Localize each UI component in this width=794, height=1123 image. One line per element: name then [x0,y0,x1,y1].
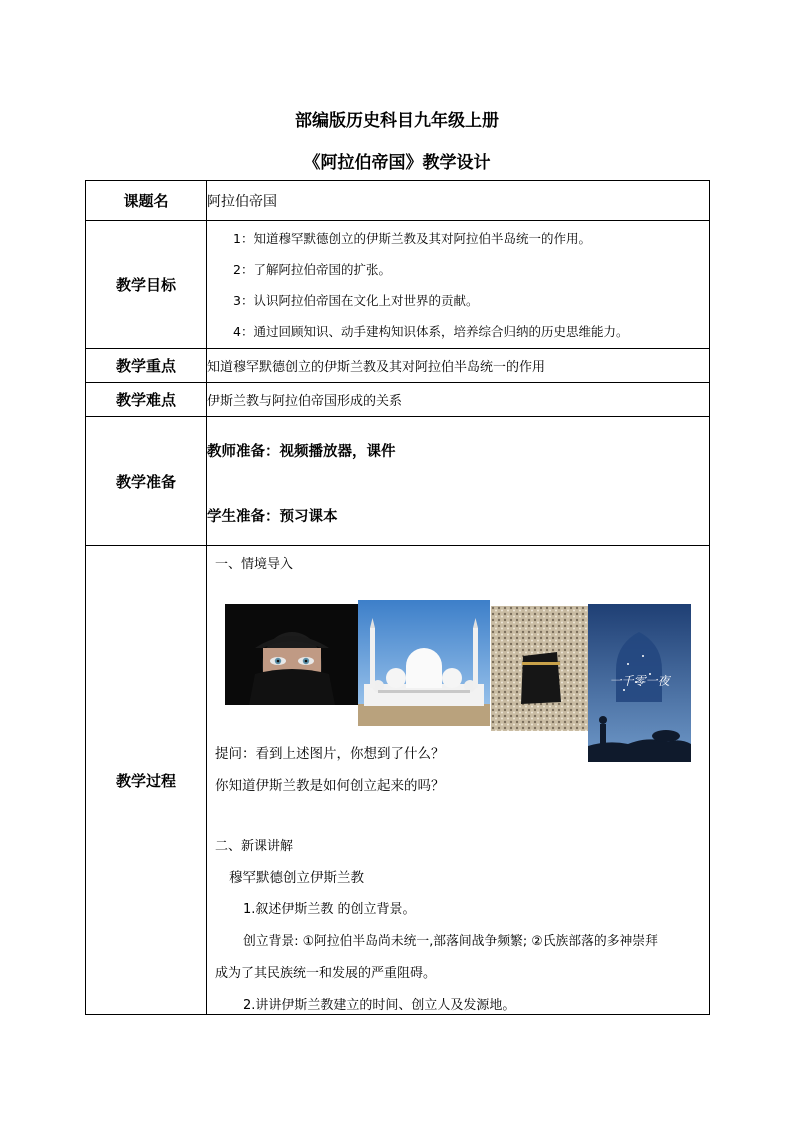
book-cover-title: 一千零一夜 [609,674,670,688]
background-line-2: 成为了其民族统一和发展的严重阻碍。 [215,966,437,981]
label-preparation: 教学准备 [86,417,207,546]
value-key-point: 知道穆罕默德创立的伊斯兰教及其对阿拉伯半岛统一的作用 [207,349,710,383]
value-process [207,546,710,1015]
background-line-1: 创立背景: ①阿拉伯半岛尚未统一,部落间战争频繁; ②氏族部落的多神崇拜 [243,934,658,949]
objective-item: 4：通过回顾知识、动手建构知识体系，培养综合归纳的历史思维能力。 [233,323,629,339]
value-topic: 阿拉伯帝国 [207,181,710,221]
lesson-plan-table [85,180,710,1015]
kaaba-image [491,606,588,731]
lesson-point-2: 2.讲讲伊斯兰教建立的时间、创立人及发源地。 [243,998,516,1013]
row-preparation [86,417,710,546]
value-difficulty: 伊斯兰教与阿拉伯帝国形成的关系 [207,383,710,417]
label-objectives: 教学目标 [86,221,207,349]
mosque-image [358,600,490,726]
document-subtitle: 《阿拉伯帝国》教学设计 [303,153,491,173]
lesson-point-1: 1.叙述伊斯兰教 的创立背景。 [243,902,416,917]
label-topic: 课题名 [86,181,207,221]
student-preparation: 学生准备：预习课本 [207,509,338,525]
book-cover-image [588,604,691,762]
section-new-lesson-heading: 二、新课讲解 [215,839,294,854]
section-intro-heading: 一、情境导入 [215,557,294,572]
label-difficulty: 教学难点 [86,383,207,417]
document-title: 部编版历史科目九年级上册 [295,111,499,131]
value-preparation [207,417,710,546]
intro-question-2: 你知道伊斯兰教是如何创立起来的吗？ [215,778,445,794]
objective-item: 2：了解阿拉伯帝国的扩张。 [233,261,391,277]
objective-item: 1：知道穆罕默德创立的伊斯兰教及其对阿拉伯半岛统一的作用。 [233,230,591,246]
intro-question-1: 提问：看到上述图片，你想到了什么？ [215,746,445,762]
label-key-point: 教学重点 [86,349,207,383]
teacher-preparation: 教师准备：视频播放器，课件 [207,444,396,460]
row-topic [86,181,710,221]
veiled-woman-image [225,604,359,705]
objective-item: 3：认识阿拉伯帝国在文化上对世界的贡献。 [233,292,479,308]
lesson-subtitle: 穆罕默德创立伊斯兰教 [229,870,364,886]
row-key-point [86,349,710,383]
row-process [86,546,710,1015]
row-difficulty [86,383,710,417]
row-objectives [86,221,710,349]
value-objectives [207,221,710,349]
label-process: 教学过程 [86,546,207,1015]
